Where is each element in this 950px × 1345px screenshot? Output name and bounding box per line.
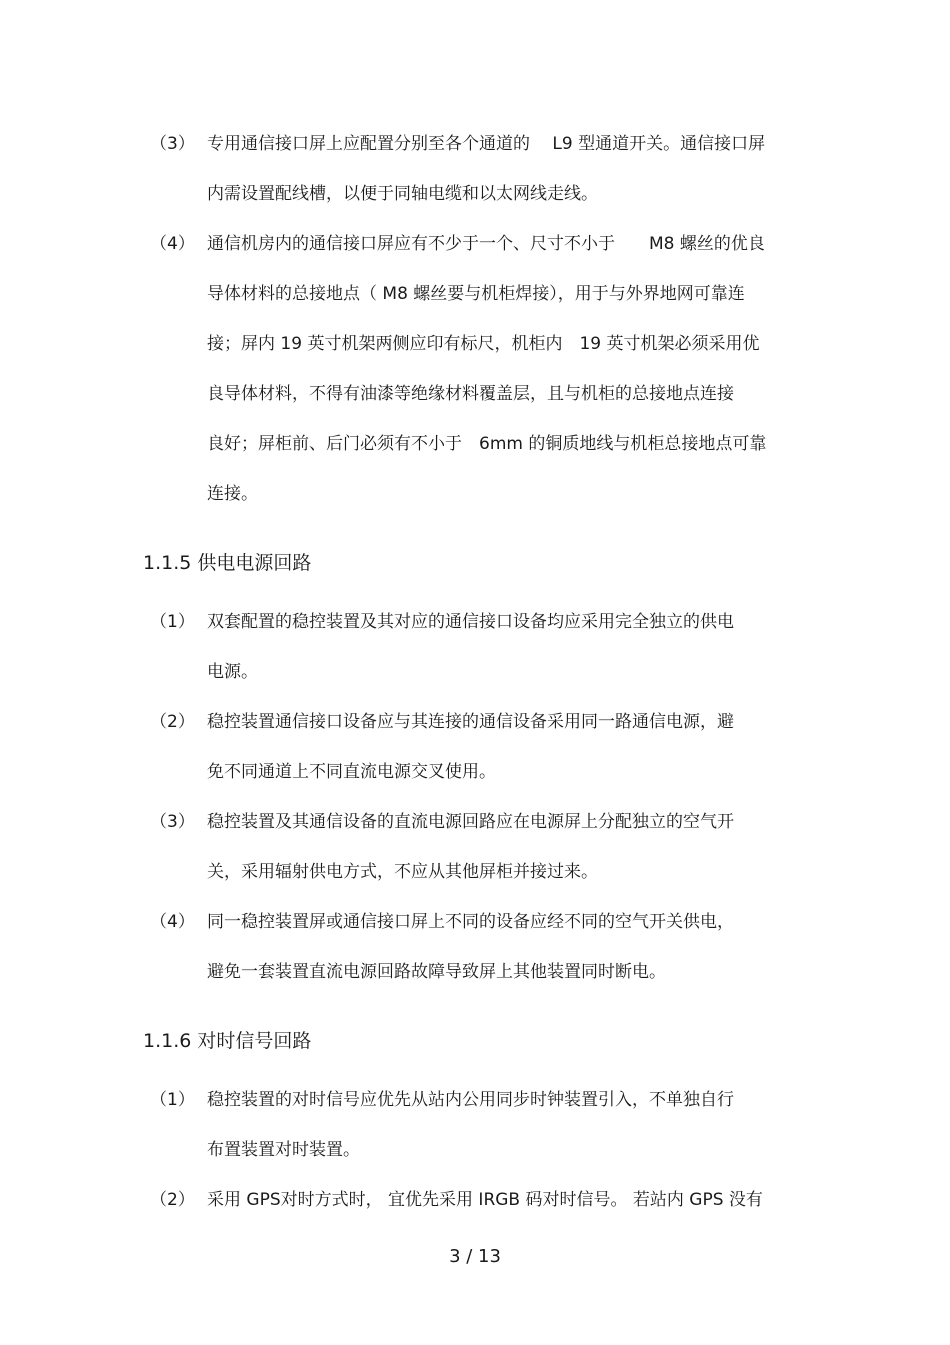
item-text-line: 避免一套装置直流电源回路故障导致屏上其他装置同时断电。 bbox=[207, 962, 666, 982]
item-number: （2） bbox=[150, 712, 195, 732]
item-text-line: 布置装置对时装置。 bbox=[207, 1140, 360, 1160]
item-text-line: 双套配置的稳控装置及其对应的通信接口设备均应采用完全独立的供电 bbox=[207, 612, 734, 632]
item-number: （3） bbox=[150, 812, 195, 832]
item-text-line: 接；屏内 19 英寸机架两侧应印有标尺，机柜内 19 英寸机架必须采用优 bbox=[207, 334, 760, 354]
item-text-line: 通信机房内的通信接口屏应有不少于一个、尺寸不小于 M8 螺丝的优良 bbox=[207, 234, 765, 254]
section-heading: 1.1.5 供电电源回路 bbox=[143, 552, 312, 574]
item-text-line: 连接。 bbox=[207, 484, 258, 504]
item-text-line: 采用 GPS对时方式时， 宜优先采用 IRGB 码对时信号。 若站内 GPS 没有 bbox=[207, 1190, 763, 1210]
item-number: （4） bbox=[150, 912, 195, 932]
item-text-line: 同一稳控装置屏或通信接口屏上不同的设备应经不同的空气开关供电， bbox=[207, 912, 734, 932]
item-number: （3） bbox=[150, 134, 195, 154]
page-number: 3 / 13 bbox=[449, 1246, 501, 1267]
item-text-line: 稳控装置的对时信号应优先从站内公用同步时钟装置引入，不单独自行 bbox=[207, 1090, 734, 1110]
item-text-line: 专用通信接口屏上应配置分别至各个通道的 L9 型通道开关。通信接口屏 bbox=[207, 134, 766, 154]
item-text-line: 导体材料的总接地点（ M8 螺丝要与机柜焊接），用于与外界地网可靠连 bbox=[207, 284, 745, 304]
item-number: （1） bbox=[150, 612, 195, 632]
item-text-line: 关，采用辐射供电方式，不应从其他屏柜并接过来。 bbox=[207, 862, 598, 882]
item-number: （1） bbox=[150, 1090, 195, 1110]
item-text-line: 良导体材料，不得有油漆等绝缘材料覆盖层，且与机柜的总接地点连接 bbox=[207, 384, 734, 404]
item-text-line: 稳控装置及其通信设备的直流电源回路应在电源屏上分配独立的空气开 bbox=[207, 812, 734, 832]
item-text-line: 良好；屏柜前、后门必须有不小于 6mm 的铜质地线与机柜总接地点可靠 bbox=[207, 434, 767, 454]
item-number: （4） bbox=[150, 234, 195, 254]
item-text-line: 稳控装置通信接口设备应与其连接的通信设备采用同一路通信电源，避 bbox=[207, 712, 734, 732]
item-text-line: 免不同通道上不同直流电源交叉使用。 bbox=[207, 762, 496, 782]
section-heading: 1.1.6 对时信号回路 bbox=[143, 1030, 312, 1052]
item-text-line: 内需设置配线槽，以便于同轴电缆和以太网线走线。 bbox=[207, 184, 598, 204]
item-text-line: 电源。 bbox=[207, 662, 258, 682]
item-number: （2） bbox=[150, 1190, 195, 1210]
